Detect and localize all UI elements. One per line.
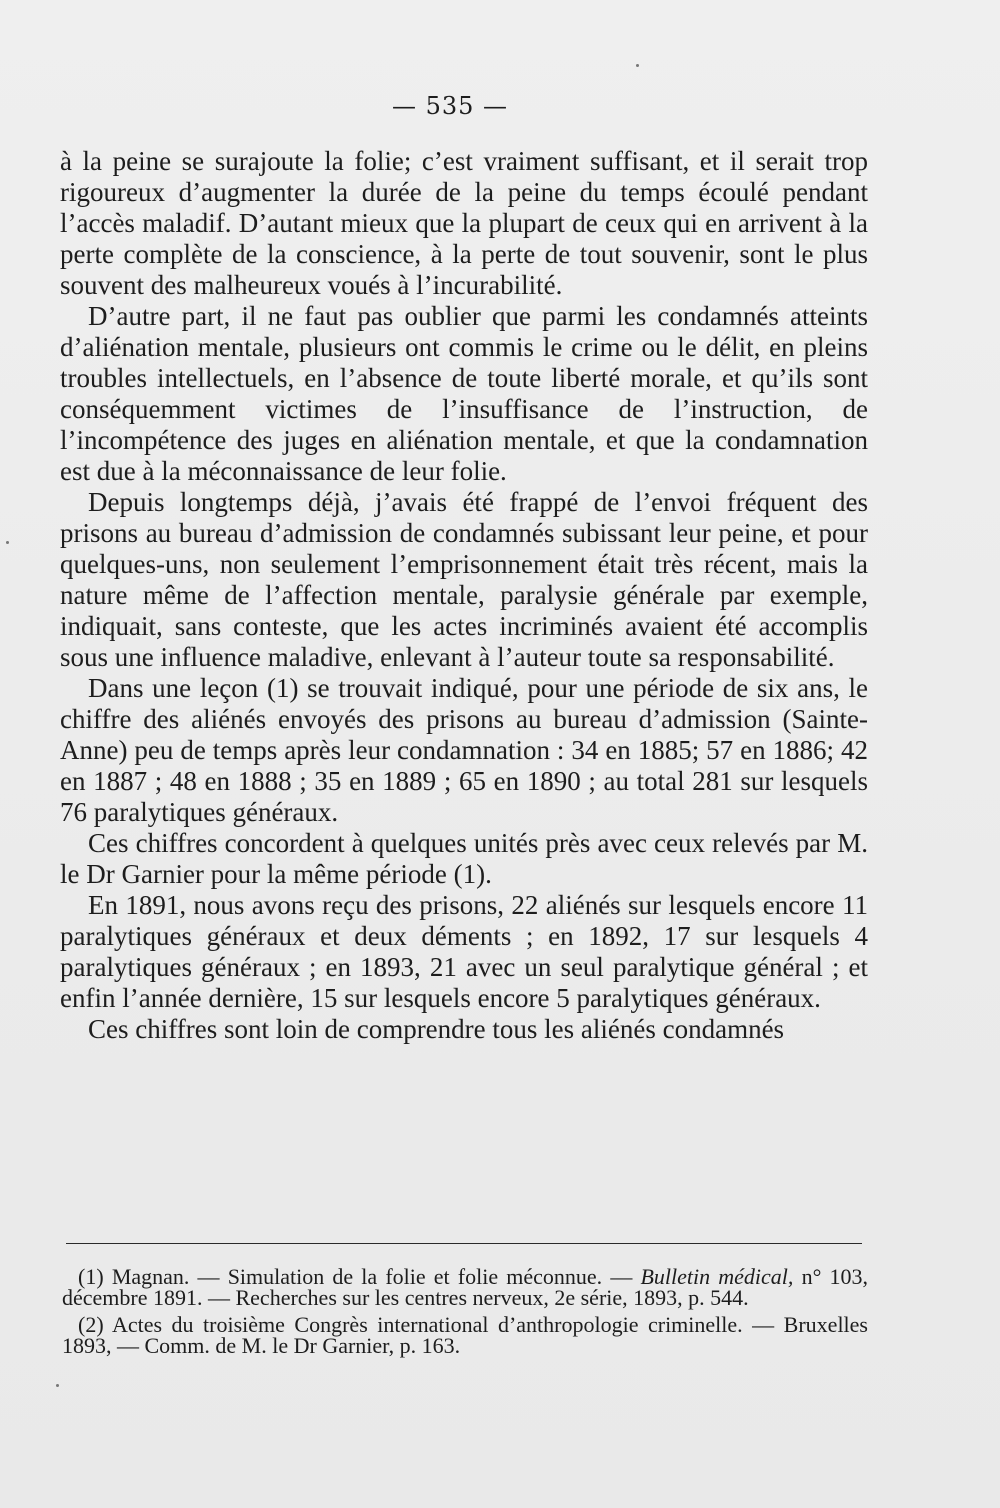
paragraph-4: Dans une leçon (1) se trouvait indiqué, pour une période de six ans, le chiffre des aliénés envoyés des prisons au bureau d’admission (Sainte-Anne) peu de temps après leur condamnation : 34 en 1885; 57 en 1886; 42 en 1887 ; 48 en 1888 ; 35 en 1889 ; 65 en 1890 ; au total 281 sur lesquels 76 paralytiques généraux. — [60, 673, 868, 827]
paragraph-2: D’autre part, il ne faut pas oublier que parmi les condamnés atteints d’aliénation mentale, plusieurs ont commis le crime ou le délit, en pleins troubles intellectuels, en l’absence de toute liberté morale, et qu’ils sont conséquemment victimes de l’insuffisance de l’instruction, de l’incompétence des juges en aliénation mentale, et que la condamnation est due à la méconnaissance de leur folie. — [60, 301, 868, 486]
footnote-separator — [66, 1243, 862, 1244]
footnotes — [62, 1266, 868, 1362]
paragraph-7: Ces chiffres sont loin de comprendre tous les aliénés condamnés — [88, 1014, 785, 1044]
paper-speck — [56, 1384, 59, 1387]
footnote-1-marker: (1) — [78, 1264, 104, 1289]
footnote-2 — [62, 1314, 868, 1356]
body-text — [60, 146, 868, 1045]
paragraph-1: à la peine se surajoute la folie; c’est vraiment suffisant, et il serait trop rigoureux d’augmenter la durée de la peine du temps écoulé pendant l’accès maladif. D’autant mieux que la plupart de ceux qui en arrivent à la perte complète de la conscience, à la perte de tout souvenir, sont le plus souvent des malheureux voués à l’incurabilité. — [60, 146, 868, 300]
footnote-2-text: Actes du troisième Congrès international d’anthropologie criminelle. — Bruxelles 1893, — Comm. de M. le Dr Garnier, p. 163. — [62, 1312, 868, 1358]
footnote-1-text-b: n° 103, décembre 1891. — Recherches sur les centres nerveux, 2e série, 1893, p. 544. — [62, 1264, 869, 1310]
paper-speck — [636, 64, 639, 67]
footnote-1-text-a: Magnan. — Simulation de la folie et folie méconnue. — — [111, 1264, 633, 1289]
footnote-2-marker: (2) — [78, 1312, 104, 1337]
footnote-1 — [62, 1266, 868, 1308]
paragraph-5: Ces chiffres concordent à quelques unités près avec ceux relevés par M. le Dr Garnier pour la même période (1). — [60, 828, 868, 889]
paper-speck — [6, 541, 9, 544]
paragraph-6: En 1891, nous avons reçu des prisons, 22 aliénés sur lesquels encore 11 paralytiques généraux et deux déments ; en 1892, 17 sur lesquels 4 paralytiques généraux ; en 1893, 21 avec un seul paralytique général ; et enfin l’année dernière, 15 sur lesquels encore 5 paralytiques généraux. — [60, 890, 868, 1013]
page-number: — 535 — — [391, 92, 509, 120]
footnote-1-journal: Bulletin médical, — [640, 1264, 794, 1289]
paragraph-3: Depuis longtemps déjà, j’avais été frappé de l’envoi fréquent des prisons au bureau d’admission de condamnés subissant leur peine, et pour quelques-uns, non seulement l’emprisonnement était très récent, mais la nature même de l’affection mentale, paralysie générale par exemple, indiquait, sans conteste, que les actes incriminés avaient été accomplis sous une influence maladive, enlevant à l’auteur toute sa responsabilité. — [60, 487, 868, 672]
